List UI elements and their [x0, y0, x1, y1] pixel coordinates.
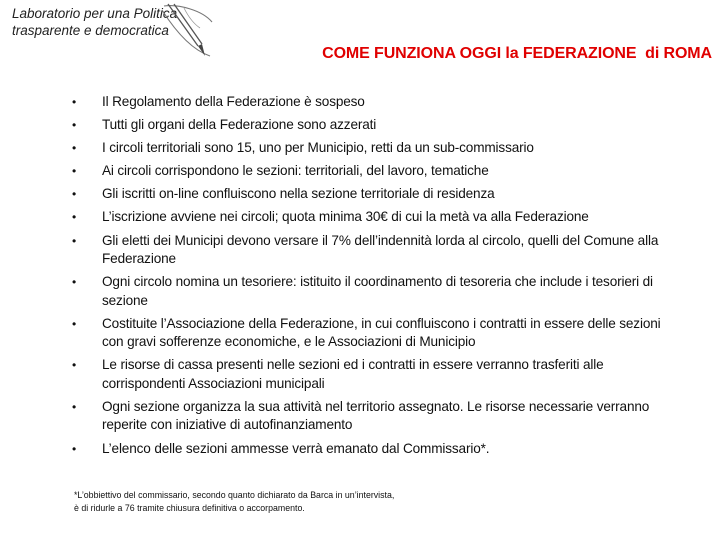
bullet-text: L’elenco delle sezioni ammesse verrà emanato dal Commissario*. [102, 440, 490, 456]
bullet-item [72, 208, 672, 227]
pen-nib-icon [158, 2, 218, 62]
bullet-item [72, 440, 672, 459]
bullet-dot: • [72, 95, 77, 109]
bullet-item [72, 93, 672, 112]
bullet-item [72, 139, 672, 158]
footnote-line-2: è di ridurle a 76 tramite chiusura definitiva o accorpamento. [74, 503, 305, 513]
logo-text [12, 5, 177, 39]
bullet-text: Le risorse di cassa presenti nelle sezioni ed i contratti in essere verranno trasferiti alle corrispondenti Associazioni municipali [102, 357, 604, 391]
bullet-text: Tutti gli organi della Federazione sono azzerati [102, 117, 377, 133]
bullet-dot: • [72, 233, 77, 248]
bullet-list [72, 93, 672, 463]
bullet-text: Gli iscritti on-line confluiscono nella sezione territoriale di residenza [102, 186, 495, 202]
bullet-item [72, 315, 672, 352]
footnote-line-1: *L’obbiettivo del commissario, secondo quanto dichiarato da Barca in un’intervista, [74, 490, 395, 500]
bullet-dot: • [72, 399, 77, 414]
bullet-dot: • [72, 210, 77, 225]
bullet-text: Ogni circolo nomina un tesoriere: istituito il coordinamento di tesoreria che include i tesorieri di sezione [102, 274, 653, 308]
bullet-item [72, 273, 672, 310]
bullet-dot: • [72, 187, 77, 202]
logo-line-2: trasparente e democratica [12, 23, 169, 38]
bullet-dot: • [72, 358, 77, 373]
bullet-text: Costituite l’Associazione della Federazione, in cui confluiscono i contratti in essere delle sezioni con gravi sofferenze economiche, e le Associazioni di Municipio [102, 315, 661, 350]
bullet-item [72, 116, 672, 135]
bullet-dot: • [72, 118, 77, 133]
logo [10, 2, 215, 62]
bullet-item [72, 398, 672, 435]
bullet-dot: • [72, 275, 77, 290]
bullet-text: Gli eletti dei Municipi devono versare il 7% dell’indennità lorda al circolo, quelli del Comune alla Federazione [102, 232, 659, 267]
bullet-text: Ai circoli corrispondono le sezioni: territoriali, del lavoro, tematiche [102, 163, 489, 179]
bullet-text: Il Regolamento della Federazione è sospeso [102, 94, 365, 109]
bullet-dot: • [72, 441, 77, 456]
bullet-item [72, 185, 672, 204]
bullet-item [72, 232, 672, 269]
bullet-dot: • [72, 141, 77, 156]
bullet-dot: • [72, 316, 77, 331]
bullet-dot: • [72, 164, 77, 179]
bullet-text: Ogni sezione organizza la sua attività nel territorio assegnato. Le risorse necessarie verranno reperite con iniziative di autofinanziamento [102, 398, 650, 433]
footnote [74, 489, 394, 515]
bullet-item [72, 356, 672, 393]
bullet-text: I circoli territoriali sono 15, uno per Municipio, retti da un sub-commissario [102, 140, 534, 156]
bullet-text: L’iscrizione avviene nei circoli; quota minima 30€ di cui la metà va alla Federazione [102, 209, 589, 225]
bullet-item [72, 162, 672, 181]
logo-line-1: Laboratorio per una Politica [12, 6, 178, 21]
page-title: COME FUNZIONA OGGI la FEDERAZIONE di ROMA [322, 45, 712, 62]
